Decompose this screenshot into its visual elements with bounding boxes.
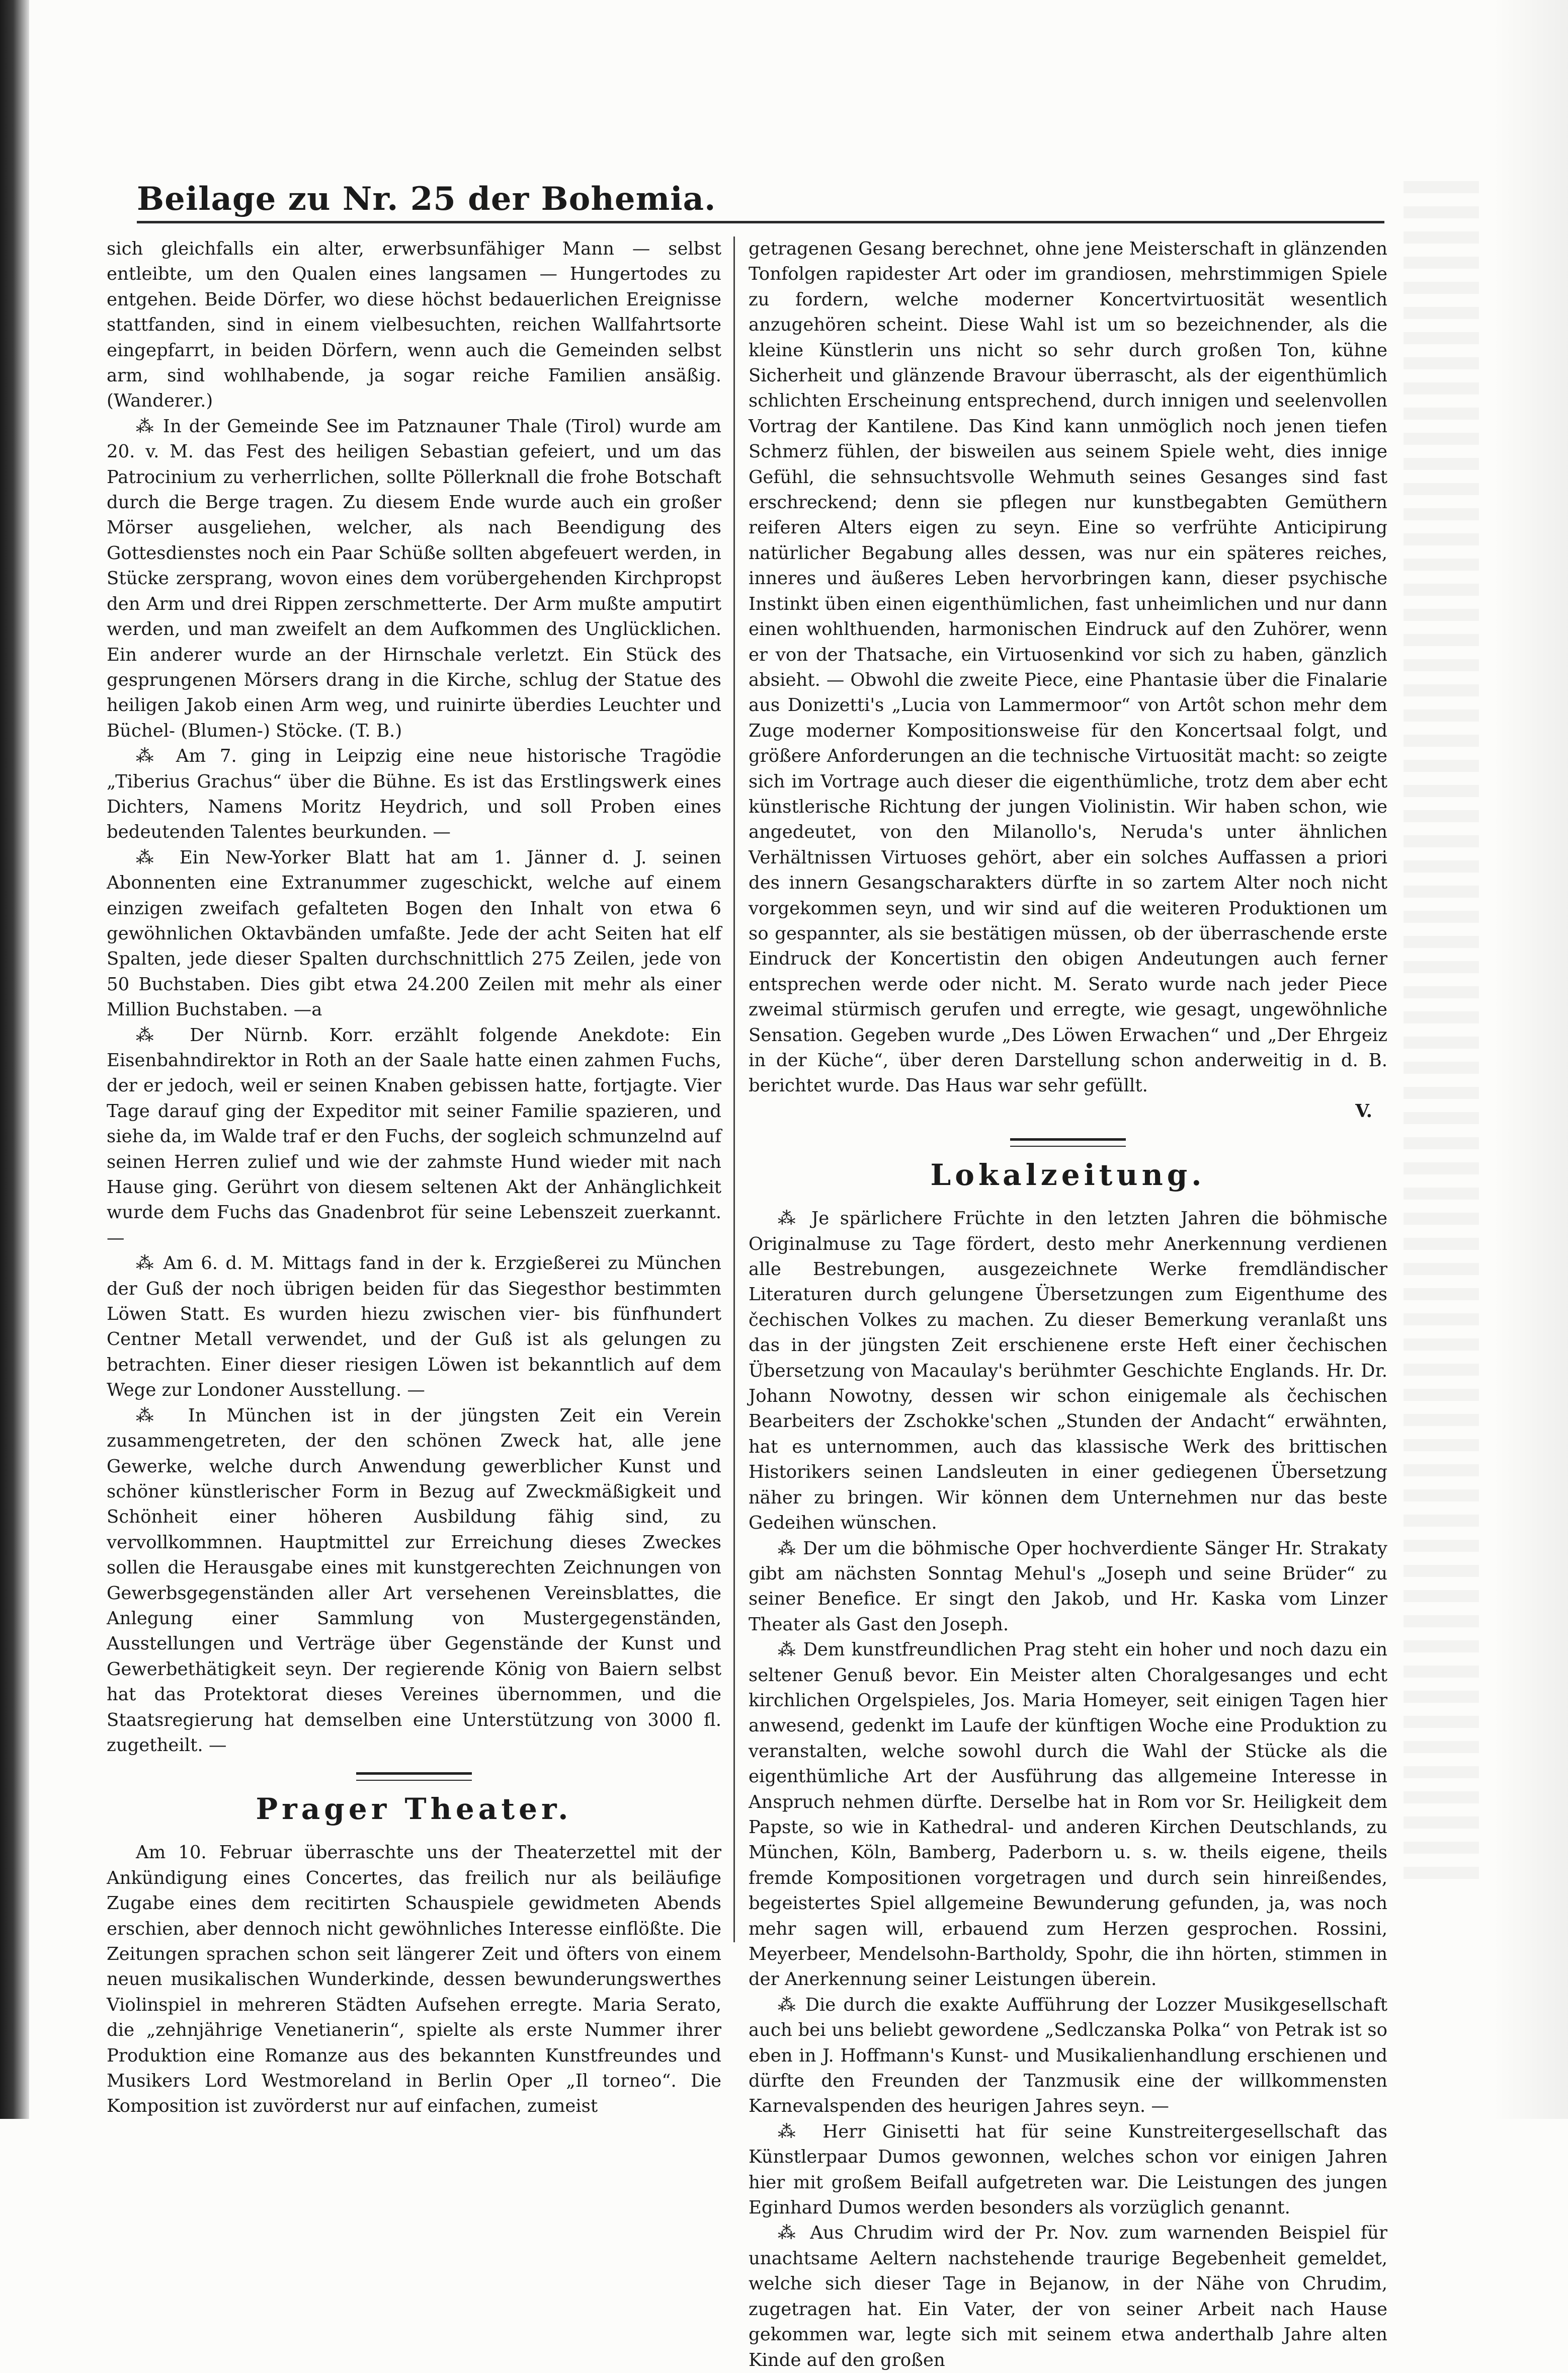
supplement-title: Beilage zu Nr. 25 der Bohemia. [137,180,716,218]
section-separator [1010,1138,1126,1147]
theater-paragraph: Am 10. Februar überraschte uns der Theaterzettel mit der Ankündigung eines Concertes, das freilich nur als beiläufige Zugabe eines dem recitirten Schauspiele gewidmeten Abends erschien, aber dennoch nicht gewöhnliches Interesse einflößte. Die Zeitungen sprachen schon seit längerer Zeit und öfters von einem neuen musikalischen Wunderkinde, dessen bewunderungswerthes Violinspiel in mehreren Städten Aufsehen erregte. Maria Serato, die „zehnjährige Venetianerin“, spielte als erste Nummer ihrer Produktion eine Romanze aus des bekannten Kunstfreundes und Musikers Lord Westmoreland in Berlin Oper „Il torneo“. Die Komposition ist zuvörderst nur auf einfachen, zumeist [107,1842,721,2117]
theater-heading: Prager Theater. [256,1792,572,1827]
article-paragraph: ⁂ Ein New-Yorker Blatt hat am 1. Jänner d. J. seinen Abonnenten eine Extranummer zugeschickt, welche auf einem einzigen zweifach gefalteten Bogen den Inhalt von etwa 6 gewöhnlichen Oktavbänden umfaßte. Jede der acht Seiten hat elf Spalten, jede dieser Spalten durchschnittlich 275 Zeilen, jede von 50 Buchstaben. Dies gibt etwa 24.200 Zeilen mit mehr als einer Million Buchstaben. —a [107,847,721,1020]
local-news-item: ⁂ Herr Ginisetti hat für seine Kunstreitergesellschaft das Künstlerpaar Dumos gewonnen, welches schon vor einigen Jahren hier mit großem Beifall aufgetreten war. Die Leistungen des jungen Eginhard Dumos werden besonders als vorzüglich genannt. [749,2121,1387,2219]
article-paragraph: ⁂ Am 6. d. M. Mittags fand in der k. Erzgießerei zu München der Guß der noch übrigen beiden für das Siegesthor bestimmten Löwen Statt. Es wurden hiezu zwischen vier- bis fünfhundert Centner Metall verwendet, und der Guß ist als gelungen zu betrachten. Einer dieser riesigen Löwen ist bekanntlich auf dem Wege zur Londoner Ausstellung. — [107,1253,721,1401]
header-rule [137,221,1384,223]
local-news-item: ⁂ Die durch die exakte Aufführung der Lozzer Musikgesellschaft auch bei uns beliebt gewordene „Sedlczanska Polka“ von Petrak ist so eben in J. Hoffmann's Kunst- und Musikalienhandlung erschienen und dürfte den Freunden der Tanzmusik eine der willkommensten Karnevalspenden des heurigen Jahres seyn. — [749,1994,1387,2117]
local-news-item: ⁂ Dem kunstfreundlichen Prag steht ein hoher und noch dazu ein seltener Genuß bevor. Ein Meister alten Choralgesanges und echt kirchlichen Orgelspieles, Jos. Maria Homeyer, seit einigen Tagen hier anwesend, gedenkt im Laufe der künftigen Woche eine Produktion zu veranstalten, welche sowohl durch die Wahl der Stücke als die eigenthümliche Art der Ausführung das allgemeine Interesse in Anspruch nehmen dürfte. Derselbe hat in Rom vor Sr. Heiligkeit dem Papste, so wie in Kathedral- und anderen Kirchen Deutschlands, zu München, Köln, Bamberg, Paderborn u. s. w. theils eigene, theils fremde Kompositionen vorgetragen und durch sein hinreißendes, begeistertes Spiel allgemeine Bewunderung gefunden, ja, was noch mehr sagen will, erbauend zum Herzen gesprochen. Rossini, Meyerbeer, Mendelsohn-Bartholdy, Spohr, die ihn hörten, stimmen in der Anerkennung seiner Leistungen überein. [749,1639,1387,1990]
theater-signature: V. [1355,1100,1372,1122]
local-news-item: ⁂ Aus Chrudim wird der Pr. Nov. zum warnenden Beispiel für unachtsame Aeltern nachstehende traurige Begebenheit gemeldet, welche sich dieser Tage in Bejanow, in der Nähe von Chrudim, zugetragen hat. Ein Vater, der von seiner Arbeit nach Hause gekommen war, legte sich mit seinem etwa anderthalb Jahre alten Kinde auf den großen [749,2223,1387,2370]
local-news-item: ⁂ Je spärlichere Früchte in den letzten Jahren die böhmische Originalmuse zu Tage fördert, desto mehr Anerkennung verdienen alle Bestrebungen, ausgezeichnete Werke fremdländischer Literaturen durch gelungene Übersetzungen zum Eigenthume des čechischen Volkes zu machen. Zu dieser Bemerkung veranlaßt uns das in der jüngsten Zeit erschienene erste Heft einer čechischen Übersetzung von Macaulay's berühmter Geschichte Englands. Hr. Dr. Johann Nowotny, dessen wir schon einigemale als čechischen Bearbeiters der Zschokke'schen „Stunden der Andacht“ erwähnten, hat es unternommen, auch das klassische Werk des brittischen Historikers seinen Landsleuten in einer gediegenen Übersetzung näher zu bringen. Wir können dem Unternehmen nur das beste Gedeihen wünschen. [749,1208,1387,1534]
column-divider [733,236,735,1942]
right-column [749,236,1387,2373]
article-paragraph: ⁂ Am 7. ging in Leipzig eine neue historische Tragödie „Tiberius Grachus“ über die Bühne. Es ist das Erstlingswerk eines Dichters, Namens Moritz Heydrich, und soll Proben eines bedeutenden Talentes beurkunden. — [107,746,721,843]
show-through-text [1404,181,1479,1892]
article-paragraph: ⁂ In der Gemeinde See im Patznauner Thale (Tirol) wurde am 20. v. M. das Fest des heiligen Sebastian gefeiert, und um das Patrocinium zu verherrlichen, sollte Pöllerknall die frohe Botschaft durch die Berge tragen. Zu diesem Ende wurde auch ein großer Mörser ausgeliehen, welcher, als nach Beendigung des Gottesdienstes noch ein Paar Schüße sollten abgefeuert werden, in Stücke zersprang, wovon eines dem vorübergehenden Kirchpropst den Arm und drei Rippen zerschmetterte. Der Arm mußte amputirt werden, und man zweifelt an dem Aufkommen des Unglücklichen. Ein anderer wurde an der Hirnschale verletzt. Ein Stück des gesprungenen Mörsers drang in die Kirche, schlug der Statue des heiligen Jakob einen Arm weg, und ruinirte überdies Leuchter und Büchel- (Blumen-) Stöcke. (T. B.) [107,416,721,741]
article-paragraph: ⁂ In München ist in der jüngsten Zeit ein Verein zusammengetreten, der den schönen Zweck hat, alle jene Gewerke, welche durch Anwendung gewerblicher Kunst und schöner künstlerischer Form in Bezug auf Zweckmäßigkeit und Schönheit einer höheren Ausbildung fähig sind, zu vervollkommnen. Hauptmittel zur Erreichung dieses Zweckes sollen die Herausgabe eines mit kunstgerechten Zeichnungen von Gewerbsgegenständen aller Art versehenen Vereinsblattes, die Anlegung einer Sammlung von Mustergegenständen, Ausstellungen und Verträge über Gegenstände der Kunst und Gewerbethätigkeit seyn. Der regierende König von Baiern selbst hat das Protektorat dieses Vereines übernommen, und die Staatsregierung hat demselben eine Unterstützung von 3000 fl. zugetheilt. — [107,1405,721,1756]
left-column [107,236,721,2119]
page-header [137,170,1394,230]
local-news-item: ⁂ Der um die böhmische Oper hochverdiente Sänger Hr. Strakaty gibt am nächsten Sonntag Mehul's „Joseph und seine Brüder“ zu seiner Benefice. Er singt den Jakob, und Hr. Kaska vom Linzer Theater als Gast den Joseph. [749,1538,1387,1635]
article-paragraph: ⁂ Der Nürnb. Korr. erzählt folgende Anekdote: Ein Eisenbahndirektor in Roth an der Saale hatte einen zahmen Fuchs, der er jedoch, weil er seinen Knaben gebissen hatte, fortjagte. Vier Tage darauf ging der Expeditor mit seiner Familie spazieren, und siehe da, im Walde traf er den Fuchs, der sogleich schmunzelnd auf seinen Herren zulief und wie der zahmste Hund wieder mit nach Hause ging. Gerührt von diesem seltenen Akt der Anhänglichkeit wurde dem Fuchs das Gnadenbrot für seine Lebenszeit zuerkannt. — [107,1024,721,1248]
article-paragraph: sich gleichfalls ein alter, erwerbsunfähiger Mann — selbst entleibte, um den Qualen eines langsamen — Hungertodes zu entgehen. Beide Dörfer, wo diese höchst bedauerlichen Ereignisse stattfanden, sind in einem vielbesuchten, reichen Wallfahrtsorte eingepfarrt, in beiden Dörfern, wenn auch die Gemeinden selbst arm, sind wohlhabende, ja sogar reiche Familien ansäßig. (Wanderer.) [107,239,721,412]
page-shadow [1493,0,1568,2119]
theater-continued: getragenen Gesang berechnet, ohne jene Meisterschaft in glänzenden Tonfolgen rapidester Art oder im grandiosen, mehrstimmigen Spiele zu fordern, welche moderner Koncertvirtuosität wesentlich anzugehören scheint. Diese Wahl ist um so bezeichnender, als die kleine Künstlerin uns nicht so sehr durch großen Ton, kühne Sicherheit und glänzende Bravour überrascht, als der eigenthümlich schlichten Erscheinung entsprechend, durch innigen und seelenvollen Vortrag der Kantilene. Das Kind kann unmöglich noch jenen tiefen Schmerz fühlen, der bisweilen aus seinem Spiele weht, dies innige Gefühl, die sehnsuchtsvolle Wehmuth seines Gesanges sind fast erschreckend; denn sie pflegen nur kunstbegabten Gemüthern reiferen Alters eigen zu seyn. Eine so verfrühte Anticipirung natürlicher Begabung alles dessen, was nur ein späteres reiches, inneres und äußeres Leben hervorbringen kann, dieser psychische Instinkt üben einen eigenthümlichen, fast unheimlichen und nur dann einen wohlthuenden, harmonischen Eindruck auf den Zuhörer, wenn er von der Thatsache, ein Virtuosenkind vor sich zu haben, gänzlich absieht. — Obwohl die zweite Piece, eine Phantasie über die Finalarie aus Donizetti's „Lucia von Lammermoor“ von Artôt schon mehr dem Zuge moderner Kompositionsweise für den Koncertsaal folgt, und größere Anforderungen an die technische Virtuosität macht: so zeigte sich im Vortrage auch dieser die eigenthümliche, trotz dem aber echt künstlerische Richtung der jungen Violinistin. Wir haben schon, wie angedeutet, von den Milanollo's, Neruda's unter ähnlichen Verhältnissen Virtuoses gehört, aber ein solches Auffassen a priori des innern Gesangscharakters dürfte in so zartem Alter noch nicht vorgekommen seyn, und wir sind auf die weiteren Produktionen um so gespannter, als sie bestätigen müssen, ob der überraschende erste Eindruck der Koncertistin den obigen Andeutungen auch ferner entsprechen werde oder nicht. M. Serato wurde nach jeder Piece zweimal stürmisch gerufen und erregte, wie gesagt, ungewöhnliche Sensation. Gegeben wurde „Des Löwen Erwachen“ und „Der Ehrgeiz in der Küche“, über deren Darstellung schon anderweitig in d. B. berichtet wurde. Das Haus war sehr gefüllt. [749,239,1387,1096]
binding-edge [0,0,29,2119]
section-separator [356,1772,472,1781]
local-news-heading: Lokalzeitung. [930,1158,1206,1193]
